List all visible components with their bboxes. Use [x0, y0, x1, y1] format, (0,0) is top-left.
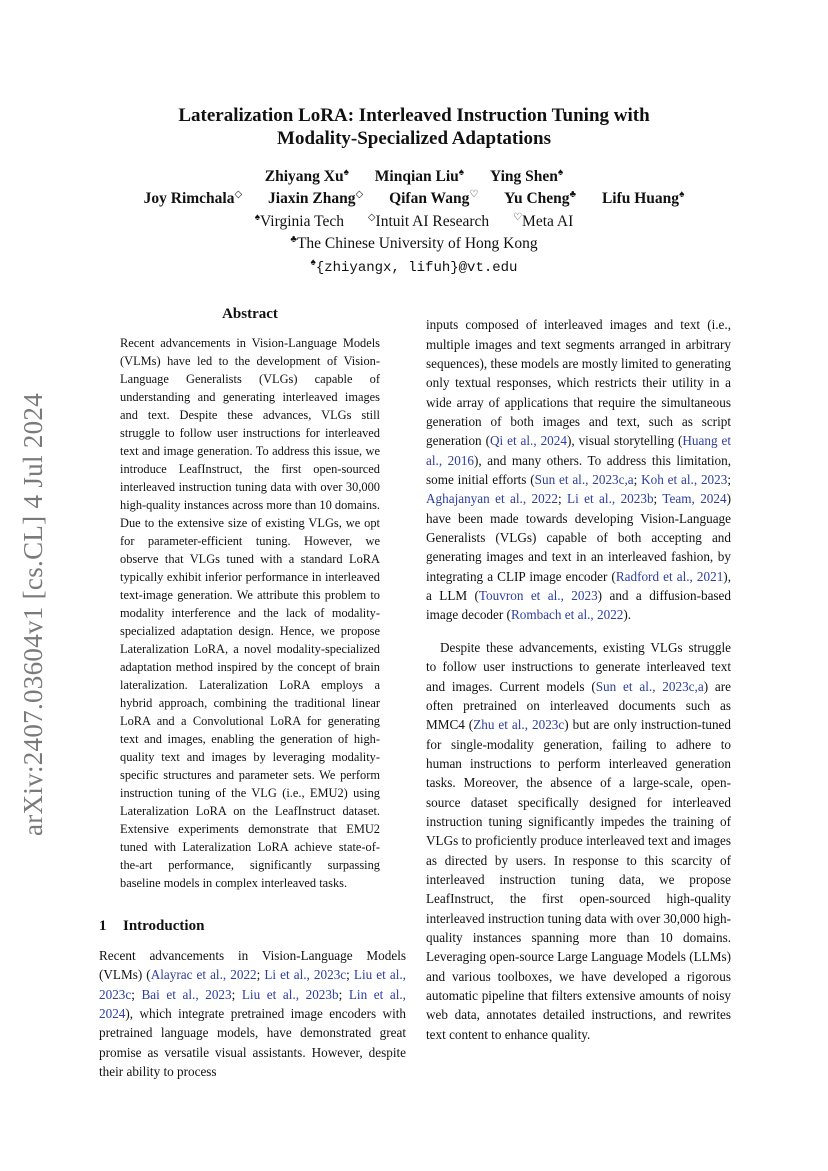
author-name: Minqian Liu: [374, 168, 459, 185]
arxiv-identifier-text: arXiv:2407.03604v1 [cs.CL] 4 Jul 2024: [18, 392, 49, 836]
abstract-heading: Abstract: [222, 306, 278, 322]
intro-paragraph-1-continued: [426, 315, 731, 625]
body-text: ) but are only instruction-tuned for single-modality generation, failing to adhere to human instructions to perform interleaved generation tasks. Moreover, the absence of a large-scale, open-source dataset specifically designed for interleaved instruction tuning significantly impedes the training of VLGs to proficiently produce interleaved text and images as directed by users. In response to this scarcity of interleaved instruction tuning data, we propose LeafInstruct, the first open-sourced high-quality interleaved instruction tuning data with over 30,000 high-quality instances spanning more than 10 domains. Leveraging open-source Large Language Models (LLMs) and various toolboxes, we have developed a rigorous automatic pipeline that filters extensive amounts of noisy web data, annotates detailed instructions, and rewrites text content to enhance quality.: [426, 717, 732, 1042]
section-heading-introduction: [99, 918, 399, 935]
separator: ;: [633, 471, 642, 487]
separator: ;: [231, 986, 242, 1002]
author: [375, 168, 464, 185]
affiliation-mark: ♡: [513, 212, 523, 223]
author-name: Jiaxin Zhang: [268, 190, 356, 207]
citation-link[interactable]: Qi et al., 2024: [489, 433, 567, 449]
separator: ;: [131, 986, 142, 1002]
author: [490, 168, 563, 185]
author-name: Zhiyang Xu: [264, 168, 344, 185]
author-row-2: [100, 188, 728, 210]
intro-left-column: [99, 946, 406, 1081]
paper-title: [100, 104, 728, 150]
body-text: Recent advancements in Vision-Language Models (VLMs) (: [99, 948, 406, 983]
affiliation: [513, 213, 573, 230]
affiliation: [290, 235, 537, 252]
author-name: Joy Rimchala: [143, 190, 235, 207]
affiliation: [368, 213, 489, 230]
author: [602, 190, 684, 207]
separator: ;: [256, 967, 265, 983]
separator: ;: [338, 986, 349, 1002]
affiliation-mark: ♠: [343, 167, 349, 178]
body-text: ), which integrate pretrained image encoders with pretrained language models, have demonstrated great promise as versatile visual assistants. However, despite their ability to process: [99, 1006, 406, 1080]
section-title: Introduction: [123, 918, 205, 934]
citation-link[interactable]: Koh et al., 2023: [641, 471, 728, 487]
affiliation-mark: ♠: [679, 189, 685, 200]
body-text: ), a LLM (: [426, 568, 731, 603]
body-text: inputs composed of interleaved images and text (i.e., multiple images and text segments arranged in arbitrary sequences), these models are mostly limited to generating only textual responses, which restricts their utility in a wide array of applications that require the simultaneous generation of both images and text, such as script generation (: [426, 317, 731, 449]
citation-link[interactable]: Sun et al., 2023c,a: [595, 678, 704, 694]
affiliation: [255, 213, 344, 230]
affiliation-mark: ♣: [290, 234, 297, 245]
arxiv-identifier-stamp: [20, 384, 48, 844]
author-name: Lifu Huang: [601, 190, 680, 207]
author: [268, 190, 363, 207]
affiliation-row: [100, 211, 728, 233]
title-line-2: Modality-Specialized Adaptations: [277, 128, 551, 149]
citation-link[interactable]: Zhu et al., 2023c: [473, 717, 565, 733]
citation-link[interactable]: Liu et al., 2023c: [99, 967, 406, 1002]
body-text: ), visual storytelling (: [566, 433, 683, 449]
affiliation-mark: ◇: [234, 189, 243, 200]
body-text: Despite these advancements, existing VLGs struggle to follow user instructions to generate interleaved text and images. Current models (: [426, 639, 731, 694]
citation-link[interactable]: Sun et al., 2023c,a: [534, 471, 634, 487]
author: [265, 168, 349, 185]
citation-link[interactable]: Li et al., 2023b: [567, 491, 654, 507]
citation-link[interactable]: Lin et al., 2024: [99, 986, 406, 1022]
author: [389, 190, 478, 207]
citation-link[interactable]: Huang et al., 2016: [426, 433, 731, 468]
affiliation-name: Intuit AI Research: [375, 213, 490, 230]
right-column: [426, 302, 731, 1057]
contact-email: {zhiyangx, lifuh}@vt.edu: [315, 260, 518, 276]
body-text: ).: [623, 607, 632, 623]
email-row: [100, 256, 728, 279]
citation-link[interactable]: Radford et al., 2021: [615, 568, 724, 584]
affiliation-row-2: [100, 233, 728, 255]
citation-link[interactable]: Alayrac et al., 2022: [150, 967, 257, 983]
citation-link[interactable]: Rombach et al., 2022: [510, 607, 624, 623]
author: [144, 190, 243, 207]
author: [504, 190, 576, 207]
affiliation-name: The Chinese University of Hong Kong: [296, 235, 538, 252]
citation-link[interactable]: Liu et al., 2023b: [241, 986, 339, 1002]
author-name: Qifan Wang: [389, 190, 470, 207]
separator: ;: [653, 491, 663, 507]
separator: ;: [346, 967, 354, 983]
affiliation-mark: ♣: [569, 189, 577, 200]
affiliation-name: Virginia Tech: [260, 213, 344, 230]
citation-link[interactable]: Team, 2024: [662, 491, 727, 507]
body-text: ) and a diffusion-based image decoder (: [426, 588, 731, 623]
section-number: 1: [99, 918, 107, 934]
citation-link[interactable]: Touvron et al., 2023: [478, 588, 598, 603]
intro-paragraph-2: [426, 638, 731, 1044]
citation-link[interactable]: Aghajanyan et al., 2022: [426, 491, 558, 507]
affiliation-mark: ◇: [355, 189, 364, 200]
abstract-text: Recent advancements in Vision-Language Models (VLMs) have led to the development of Vision-Language Generalists (VLGs) capable of understanding and generating interleaved images and text. Despite these advances, VLGs still struggle to follow user instructions for interleaved text and image generation. To address this issue, we introduce LeafInstruct, the first open-sourced interleaved instruction tuning data with over 30,000 high-quality instances across more than 10 domains. Due to the extensive size of existing VLGs, we opt for parameter-efficient tuning. However, we observe that VLGs tuned with a standard LoRA typically exhibit inferior performance in interleaved text-image generation. We attribute this problem to modality interference and the lack of modality-specialized adaptation design. Hence, we propose Lateralization LoRA, a novel modality-specialized adaptation method inspired by the concept of brain lateralization. Lateralization LoRA employs a hybrid approach, combining the traditional linear LoRA and a Convolutional LoRA for generating text and images, enabling the generation of high-quality text and images by leveraging modality-specific structures and parameter sets. We perform instruction tuning of the VLG (i.e., EMU2) using Lateralization LoRA on the LeafInstruct dataset. Extensive experiments demonstrate that EMU2 tuned with Lateralization LoRA achieve state-of-the-art performance, significantly surpassing baseline models in complex interleaved tasks.: [120, 336, 380, 890]
body-text: ) have been made towards developing Vision-Language Generalists (VLGs) capable of both accepting and generating images and text in an interleaved fashion, by integrating a CLIP image encoder (: [426, 491, 731, 584]
affiliation-mark: ◇: [367, 212, 376, 223]
affiliation-mark: ♠: [458, 167, 465, 178]
separator: ;: [727, 471, 731, 487]
citation-link[interactable]: Bai et al., 2023: [141, 986, 232, 1002]
affiliation-name: Meta AI: [522, 213, 574, 230]
affiliation-mark: ♠: [310, 257, 316, 268]
author-name: Ying Shen: [489, 168, 558, 185]
author-row-1: [100, 166, 728, 188]
separator: ;: [557, 491, 568, 507]
body-text: ) are often pretrained on interleaved documents such as MMC4 (: [426, 678, 731, 733]
affiliation-mark: ♠: [557, 167, 564, 178]
affiliation-mark: ♡: [469, 189, 479, 200]
title-line-1: Lateralization LoRA: Interleaved Instruction Tuning with: [178, 105, 650, 126]
body-text: ), and many others. To address this limitation, some initial efforts (: [426, 452, 731, 487]
author-name: Yu Cheng: [504, 190, 570, 207]
citation-link[interactable]: Li et al., 2023c: [264, 967, 347, 983]
affiliation-mark: ♠: [254, 212, 261, 223]
